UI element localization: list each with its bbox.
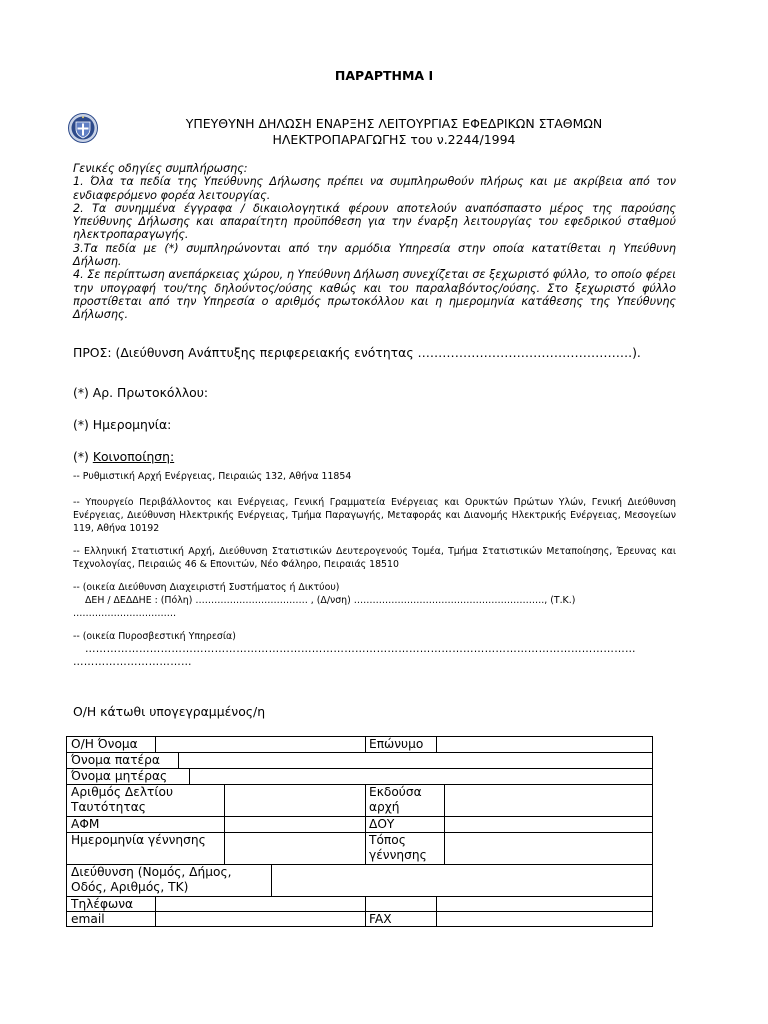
instruction-item-3: 3.Τα πεδία με (*) συμπληρώνονται από την αρμόδια Υπηρεσία στην οποία κατατίθεται η Υπεύθυνη Δήλωση. <box>73 241 676 269</box>
instruction-item-1: 1. Όλα τα πεδία της Υπεύθυνης Δήλωσης πρέπει να συμπληρωθούν πλήρως και με ακρίβεια από τον ενδιαφερόμενο φορέα λειτουργίας. <box>73 175 676 202</box>
surname-label: Επώνυμο <box>369 737 424 751</box>
afm-label: ΑΦΜ <box>71 817 100 831</box>
phones-label: Τηλέφωνα <box>71 897 134 911</box>
issuing-authority-field[interactable] <box>445 785 652 816</box>
notify-fire-heading: -- (οικεία Πυροσβεστική Υπηρεσία) <box>73 631 236 642</box>
mother-name-field[interactable] <box>190 769 652 784</box>
birth-place-line2: γέννησης <box>369 848 427 862</box>
issuing-authority-label <box>365 785 444 815</box>
id-number-label-line1: Αριθμός Δελτίου <box>71 785 173 799</box>
notification-prefix: (*) <box>73 449 93 464</box>
address-label-line1: Διεύθυνση (Νομός, Δήμος, <box>71 865 232 879</box>
address-label-line2: Οδός, Αριθμός, ΤΚ) <box>71 880 189 894</box>
issuing-authority-line2: αρχή <box>369 800 400 814</box>
phones-field[interactable] <box>156 897 365 911</box>
declaration-title-line1: ΥΠΕΥΘΥΝΗ ΔΗΛΩΣΗ ΕΝΑΡΞΗΣ ΛΕΙΤΟΥΡΓΙΑΣ ΕΦΕΔΡΙΚΩΝ ΣΤΑΘΜΩΝ <box>185 116 603 131</box>
father-name-field[interactable] <box>179 753 652 768</box>
issuing-authority-line1: Εκδούσα <box>369 785 422 799</box>
notify-elstat: -- Ελληνική Στατιστική Αρχή, Διεύθυνση Στατιστικών Δευτερογενούς Τομέα, Τμήμα Στατιστικών Μεταποίησης, Έρευνας και Τεχνολογίας, Πειραιώς 46 & Επονιτών, Νέο Φάληρο, Πειραιάς 18510 <box>73 546 676 570</box>
signee-label: Ο/Η κάτωθι υπογεγραμμένος/η <box>73 704 266 719</box>
notify-fire-dots-1: ……………………………………………………………………………………………………………………………………… <box>85 643 636 655</box>
phones-field-extra[interactable] <box>366 897 652 911</box>
id-number-field[interactable] <box>225 785 365 816</box>
notification-list <box>73 470 676 669</box>
afm-field[interactable] <box>225 817 365 832</box>
doy-field[interactable] <box>445 817 652 832</box>
greek-emblem-icon <box>68 113 98 143</box>
notification-label <box>73 449 174 464</box>
notify-operator-heading: -- (οικεία Διεύθυνση Διαχειριστή Συστήματος ή Δικτύου) <box>73 582 340 593</box>
birth-place-label <box>365 833 444 863</box>
notify-operator-line: ΔΕΗ / ΔΕΔΔΗΕ : (Πόλη) ……………………………… , (Δ/νση) ……………………………………………………., (Τ.Κ.) <box>85 595 576 606</box>
address-label <box>67 865 271 895</box>
annex-title: ΠΑΡΑΡΤΗΜΑ Ι <box>334 68 434 83</box>
instructions-heading: Γενικές οδηγίες συμπλήρωσης: <box>73 162 248 175</box>
protocol-number-label: (*) Αρ. Πρωτοκόλλου: <box>73 385 209 400</box>
birth-date-field[interactable] <box>225 833 365 864</box>
notify-operator-dots: …………………………… <box>73 608 177 619</box>
father-name-label: Όνομα πατέρα <box>71 753 160 767</box>
doy-label: ΔΟΥ <box>369 817 395 831</box>
declaration-title <box>150 116 638 148</box>
instruction-item-4: 4. Σε περίπτωση ανεπάρκειας χώρου, η Υπεύθυνη Δήλωση συνεχίζεται σε ξεχωριστό φύλλο, το οποίο φέρει την υπογραφή του/της δηλούντος/ούσης καθώς και του παραλαβόντος/ούσης. Στο ξεχωριστό φύλλο προστίθεται από την Υπηρεσία ο αριθμός πρωτοκόλλου και η ημερομηνία κατάθεσης της Υπεύθυνης Δήλωσης. <box>73 268 676 322</box>
declaration-title-line2: ΗΛΕΚΤΡΟΠΑΡΑΓΩΓΗΣ του ν.2244/1994 <box>272 132 516 147</box>
instruction-item-2: 2. Τα συνημμένα έγγραφα / δικαιολογητικά φέρουν αποτελούν αναπόσπαστο μέρος της παρούσης Υπεύθυνης Δήλωσης και απαραίτητη προϋπόθεση για την έναρξη λειτουργίας του εφεδρικού σταθμού ηλεκτροπαραγωγής. <box>73 201 676 242</box>
birth-place-line1: Τόπος <box>369 833 406 847</box>
date-label: (*) Ημερομηνία: <box>73 417 172 432</box>
to-line: ΠΡΟΣ: (Διεύθυνση Ανάπτυξης περιφερειακής ενότητας …………………………………………….). <box>73 345 641 360</box>
notify-ministry: -- Υπουργείο Περιβάλλοντος και Ενέργειας, Γενική Γραμματεία Ενέργειας και Ορυκτών Πρώτων Υλών, Γενική Διεύθυνση Ενέργειας, Διεύθυνση Ηλεκτρικής Ενέργειας, Τμήμα Παραγωγής, Μεταφοράς και Διανομής Ηλεκτρικής Ενέργειας, Μεσογείων 119, Αθήνα 10192 <box>73 497 676 534</box>
email-field[interactable] <box>156 912 365 926</box>
surname-field[interactable] <box>437 737 652 752</box>
instructions <box>73 162 676 322</box>
first-name-label: Ο/Η Όνομα <box>71 737 138 751</box>
first-name-field[interactable] <box>156 737 365 752</box>
notify-rae: -- Ρυθμιστική Αρχή Ενέργειας, Πειραιώς 132, Αθήνα 11854 <box>73 471 352 482</box>
notify-fire-dots-2: …………………………… <box>73 656 192 668</box>
mother-name-label: Όνομα μητέρας <box>71 769 168 783</box>
birth-place-field[interactable] <box>445 833 652 864</box>
notification-heading: Κοινοποίηση: <box>92 449 175 464</box>
id-number-label <box>67 785 224 815</box>
fax-label: FAX <box>369 912 392 926</box>
id-number-label-line2: Ταυτότητας <box>71 800 146 814</box>
email-label: email <box>71 912 105 926</box>
address-field[interactable] <box>272 865 652 896</box>
fax-field[interactable] <box>437 912 652 926</box>
personal-data-table <box>66 736 653 927</box>
birth-date-label: Ημερομηνία γέννησης <box>71 833 206 847</box>
